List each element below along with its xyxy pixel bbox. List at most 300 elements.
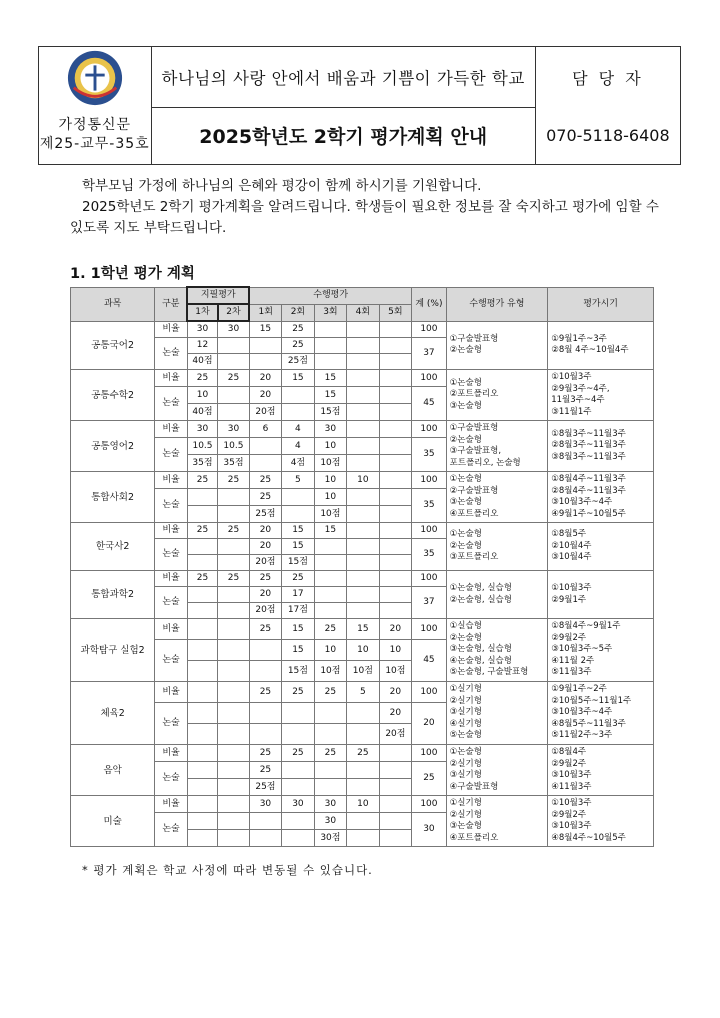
timing-item: ③10월3주~5주 bbox=[551, 644, 613, 655]
table-row bbox=[71, 619, 654, 640]
type-item: ②논술형 bbox=[449, 434, 482, 445]
essay-points bbox=[314, 555, 346, 571]
ratio-value bbox=[379, 421, 412, 438]
essay-value bbox=[379, 438, 412, 455]
essay-points bbox=[218, 724, 249, 745]
essay-points: 15점 bbox=[282, 555, 314, 571]
essay-points bbox=[218, 506, 249, 523]
type-item: ②실기형 bbox=[449, 695, 482, 706]
table-row bbox=[71, 421, 654, 438]
essay-value bbox=[282, 387, 314, 404]
essay-label: 논술 bbox=[155, 438, 187, 472]
essay-points bbox=[379, 455, 412, 472]
ratio-value: 100 bbox=[412, 796, 447, 813]
essay-value: 25 bbox=[282, 338, 314, 354]
essay-value bbox=[379, 387, 412, 404]
timing-item: ③8월3주~11월3주 bbox=[551, 451, 626, 462]
ratio-value bbox=[347, 370, 379, 387]
ratio-value: 25 bbox=[218, 370, 249, 387]
ratio-value: 100 bbox=[412, 619, 447, 640]
essay-points bbox=[282, 779, 314, 796]
type-item: ①논술형, 실습형 bbox=[449, 583, 512, 593]
essay-value bbox=[218, 703, 249, 724]
performance-types bbox=[446, 682, 548, 745]
ratio-value: 25 bbox=[187, 370, 217, 387]
ratio-value bbox=[379, 370, 412, 387]
essay-value: 10 bbox=[379, 640, 412, 661]
essay-points bbox=[249, 661, 281, 682]
essay-value bbox=[249, 438, 281, 455]
ratio-value: 100 bbox=[412, 321, 447, 338]
timing-item: ②9월2주 bbox=[551, 758, 587, 769]
essay-points bbox=[347, 354, 379, 370]
ratio-value: 25 bbox=[218, 472, 249, 489]
essay-points: 10점 bbox=[314, 661, 346, 682]
timing-item: ①9월1주~3주 bbox=[551, 333, 607, 344]
ratio-label: 비율 bbox=[155, 421, 187, 438]
essay-points: 15점 bbox=[282, 661, 314, 682]
essay-points: 15점 bbox=[314, 404, 346, 421]
essay-value bbox=[347, 387, 379, 404]
school-logo-icon bbox=[66, 49, 124, 107]
essay-points: 20점 bbox=[379, 724, 412, 745]
essay-points bbox=[282, 506, 314, 523]
timing-item: ②8월 4주~10월4주 bbox=[551, 345, 629, 356]
school-logo-cell bbox=[39, 47, 152, 108]
evaluation-timing bbox=[548, 421, 654, 472]
type-item: ②논술형 bbox=[449, 632, 482, 643]
timing-item: ④8월4주~10월5주 bbox=[551, 832, 626, 843]
essay-value bbox=[218, 387, 249, 404]
type-item: ①실기형 bbox=[449, 798, 482, 808]
essay-value bbox=[282, 762, 314, 779]
essay-value bbox=[282, 703, 314, 724]
essay-value bbox=[249, 813, 281, 830]
ratio-value: 25 bbox=[187, 571, 217, 587]
timing-item: ①10월3주 bbox=[551, 372, 592, 382]
ratio-value: 25 bbox=[187, 472, 217, 489]
ratio-value: 25 bbox=[314, 619, 346, 640]
ratio-value: 25 bbox=[314, 745, 346, 762]
header-performance: 수행평가 bbox=[249, 287, 411, 304]
essay-points: 25점 bbox=[249, 506, 281, 523]
ratio-value: 25 bbox=[282, 571, 314, 587]
header-p4: 4회 bbox=[347, 304, 379, 321]
ratio-value: 6 bbox=[249, 421, 281, 438]
type-item: ③논술형 bbox=[449, 400, 482, 411]
ratio-label: 비율 bbox=[155, 472, 187, 489]
essay-points: 25점 bbox=[249, 779, 281, 796]
table-row bbox=[71, 682, 654, 703]
type-item: ①실습형 bbox=[449, 621, 482, 632]
ratio-value: 25 bbox=[282, 745, 314, 762]
timing-item: ①8월4주 bbox=[551, 747, 587, 757]
subject-cell: 한국사2 bbox=[71, 523, 155, 571]
ratio-value: 20 bbox=[379, 682, 412, 703]
essay-value bbox=[314, 338, 346, 354]
type-item: ③실기형 bbox=[449, 770, 482, 780]
essay-value: 20 bbox=[249, 387, 281, 404]
timing-item: 11월3주~4주 bbox=[551, 395, 605, 405]
ratio-value bbox=[347, 421, 379, 438]
essay-label: 논술 bbox=[155, 813, 187, 847]
ratio-value bbox=[379, 523, 412, 539]
ratio-value: 25 bbox=[282, 682, 314, 703]
ratio-value: 100 bbox=[412, 370, 447, 387]
type-item: ①논술형 bbox=[449, 474, 482, 484]
essay-points bbox=[347, 506, 379, 523]
timing-item: ②10월4주 bbox=[551, 540, 592, 551]
timing-item: ②9월2주 bbox=[551, 632, 587, 643]
ratio-value: 10 bbox=[347, 472, 379, 489]
essay-points: 35점 bbox=[218, 455, 249, 472]
essay-value bbox=[218, 489, 249, 506]
evaluation-timing bbox=[548, 796, 654, 847]
subject-cell: 과학탐구 실험2 bbox=[71, 619, 155, 682]
essay-value: 10.5 bbox=[218, 438, 249, 455]
ratio-value: 25 bbox=[249, 745, 281, 762]
essay-value: 35 bbox=[412, 438, 447, 472]
ratio-value: 30 bbox=[218, 321, 249, 338]
ratio-value bbox=[347, 523, 379, 539]
essay-value bbox=[379, 587, 412, 603]
ratio-value: 15 bbox=[347, 619, 379, 640]
ratio-label: 비율 bbox=[155, 619, 187, 640]
essay-value: 20 bbox=[249, 539, 281, 555]
subject-cell: 미술 bbox=[71, 796, 155, 847]
header-p1: 1회 bbox=[249, 304, 281, 321]
type-item: ②실기형 bbox=[449, 809, 482, 820]
type-item: ②실기형 bbox=[449, 758, 482, 769]
type-item: ②포트폴리오 bbox=[449, 389, 499, 400]
essay-value bbox=[347, 438, 379, 455]
ratio-value: 30 bbox=[314, 796, 346, 813]
ratio-value bbox=[187, 745, 217, 762]
type-item: ①논술형 bbox=[449, 377, 482, 388]
ratio-value: 25 bbox=[218, 571, 249, 587]
evaluation-timing bbox=[548, 682, 654, 745]
essay-label: 논술 bbox=[155, 539, 187, 571]
subject-cell: 공통국어2 bbox=[71, 321, 155, 370]
type-item: ④포트폴리오 bbox=[449, 508, 499, 519]
essay-points bbox=[314, 354, 346, 370]
subject-cell: 공통수학2 bbox=[71, 370, 155, 421]
essay-points bbox=[347, 830, 379, 847]
essay-points bbox=[218, 661, 249, 682]
ratio-value: 30 bbox=[314, 421, 346, 438]
essay-points bbox=[314, 603, 346, 619]
ratio-value bbox=[314, 321, 346, 338]
timing-item: ④9월1주~10월5주 bbox=[551, 508, 626, 519]
table-row bbox=[71, 796, 654, 813]
essay-points bbox=[187, 603, 217, 619]
essay-value: 35 bbox=[412, 539, 447, 571]
ratio-value: 10 bbox=[347, 796, 379, 813]
subject-cell: 공통영어2 bbox=[71, 421, 155, 472]
ratio-value: 15 bbox=[314, 523, 346, 539]
essay-value bbox=[218, 338, 249, 354]
ratio-value bbox=[218, 682, 249, 703]
ratio-value bbox=[218, 745, 249, 762]
ratio-value: 100 bbox=[412, 745, 447, 762]
table-row bbox=[71, 472, 654, 489]
ratio-value: 15 bbox=[249, 321, 281, 338]
ratio-label: 비율 bbox=[155, 321, 187, 338]
ratio-value: 25 bbox=[249, 472, 281, 489]
essay-value bbox=[187, 489, 217, 506]
evaluation-timing bbox=[548, 321, 654, 370]
essay-points: 25점 bbox=[282, 354, 314, 370]
essay-value bbox=[379, 338, 412, 354]
timing-item: ①8월5주 bbox=[551, 529, 587, 540]
essay-value bbox=[187, 703, 217, 724]
timing-item: ①10월3주 bbox=[551, 583, 592, 593]
essay-value: 30 bbox=[314, 813, 346, 830]
type-item: ④실기형 bbox=[449, 718, 482, 729]
essay-value: 10 bbox=[347, 640, 379, 661]
ratio-value: 20 bbox=[379, 619, 412, 640]
ratio-value: 25 bbox=[282, 321, 314, 338]
essay-value: 20 bbox=[249, 587, 281, 603]
ratio-value: 100 bbox=[412, 571, 447, 587]
essay-value bbox=[187, 813, 217, 830]
essay-value: 15 bbox=[282, 539, 314, 555]
document-number: 제25-교무-35호 bbox=[39, 136, 150, 153]
performance-types bbox=[446, 421, 548, 472]
type-item: ③논술형 bbox=[449, 497, 482, 507]
essay-value: 35 bbox=[412, 489, 447, 523]
evaluation-timing bbox=[548, 619, 654, 682]
essay-points: 30점 bbox=[314, 830, 346, 847]
header-subject: 과목 bbox=[71, 287, 155, 321]
essay-value bbox=[249, 338, 281, 354]
type-item: ①논술형 bbox=[449, 747, 482, 757]
essay-value: 15 bbox=[282, 640, 314, 661]
essay-points bbox=[282, 724, 314, 745]
type-item: ①구술발표형 bbox=[449, 333, 499, 344]
essay-value bbox=[347, 587, 379, 603]
performance-types bbox=[446, 619, 548, 682]
ratio-value: 25 bbox=[249, 571, 281, 587]
header-timing: 평가시기 bbox=[548, 287, 654, 321]
timing-item: ①10월3주 bbox=[551, 798, 592, 808]
ratio-value: 25 bbox=[218, 523, 249, 539]
essay-value: 10 bbox=[314, 438, 346, 455]
essay-points: 10점 bbox=[379, 661, 412, 682]
ratio-value: 100 bbox=[412, 523, 447, 539]
header-p3: 3회 bbox=[314, 304, 346, 321]
essay-value bbox=[218, 587, 249, 603]
timing-item: ③10월3주~4주 bbox=[551, 707, 613, 718]
essay-points bbox=[282, 830, 314, 847]
essay-points bbox=[379, 830, 412, 847]
subject-cell: 통합과학2 bbox=[71, 571, 155, 619]
essay-value: 20 bbox=[412, 703, 447, 745]
essay-value bbox=[187, 640, 217, 661]
performance-types bbox=[446, 370, 548, 421]
type-item: ③논술형 bbox=[449, 821, 482, 831]
ratio-label: 비율 bbox=[155, 370, 187, 387]
essay-points bbox=[379, 555, 412, 571]
type-item: ①구술발표형 bbox=[449, 423, 499, 433]
type-item: ③실기형 bbox=[449, 707, 482, 718]
ratio-value: 100 bbox=[412, 472, 447, 489]
essay-value: 37 bbox=[412, 587, 447, 619]
type-item: ③구술발표형, bbox=[449, 446, 502, 456]
section-title: 1. 1학년 평가 계획 bbox=[70, 266, 195, 282]
timing-item: ⑤11월2주~3주 bbox=[551, 730, 613, 741]
essay-value bbox=[218, 813, 249, 830]
contact-phone: 070-5118-6408 bbox=[535, 107, 680, 164]
ratio-value: 100 bbox=[412, 421, 447, 438]
ratio-value bbox=[379, 321, 412, 338]
essay-points: 10점 bbox=[314, 506, 346, 523]
essay-value: 25 bbox=[412, 762, 447, 796]
essay-points bbox=[379, 603, 412, 619]
ratio-value bbox=[187, 682, 217, 703]
essay-value: 12 bbox=[187, 338, 217, 354]
ratio-value: 15 bbox=[314, 370, 346, 387]
essay-value bbox=[314, 587, 346, 603]
essay-value bbox=[379, 762, 412, 779]
essay-points: 17점 bbox=[282, 603, 314, 619]
essay-value bbox=[314, 539, 346, 555]
timing-item: ③10월3주~4주 bbox=[551, 497, 613, 507]
performance-types bbox=[446, 571, 548, 619]
timing-item: ⑤11월3주 bbox=[551, 667, 592, 678]
essay-value bbox=[379, 489, 412, 506]
timing-item: ①8월4주~11월3주 bbox=[551, 474, 626, 484]
timing-item: ③10월4주 bbox=[551, 552, 592, 563]
essay-value: 20 bbox=[379, 703, 412, 724]
essay-value bbox=[187, 587, 217, 603]
header-table bbox=[38, 46, 681, 165]
evaluation-timing bbox=[548, 472, 654, 523]
ratio-value: 15 bbox=[282, 619, 314, 640]
type-item: ④포트폴리오 bbox=[449, 832, 499, 843]
essay-value bbox=[314, 703, 346, 724]
footnote: * 평가 계획은 학교 사정에 따라 변동될 수 있습니다. bbox=[82, 863, 373, 877]
essay-value bbox=[347, 489, 379, 506]
header-p2: 2회 bbox=[282, 304, 314, 321]
header-category: 구분 bbox=[155, 287, 187, 321]
essay-points: 20점 bbox=[249, 603, 281, 619]
ratio-label: 비율 bbox=[155, 523, 187, 539]
table-row bbox=[71, 745, 654, 762]
essay-points: 10점 bbox=[314, 455, 346, 472]
essay-points bbox=[187, 779, 217, 796]
evaluation-timing bbox=[548, 571, 654, 619]
header-type: 수행평가 유형 bbox=[446, 287, 548, 321]
essay-points bbox=[249, 354, 281, 370]
ratio-value bbox=[379, 472, 412, 489]
ratio-value bbox=[314, 571, 346, 587]
ratio-value: 30 bbox=[187, 421, 217, 438]
type-item: ④논술형, 실습형 bbox=[449, 655, 512, 666]
ratio-value: 20 bbox=[249, 523, 281, 539]
essay-value bbox=[218, 539, 249, 555]
table-row bbox=[71, 523, 654, 539]
timing-item: ②8월4주~11월3주 bbox=[551, 485, 626, 496]
newsletter-info bbox=[39, 107, 152, 164]
essay-label: 논술 bbox=[155, 587, 187, 619]
essay-points bbox=[187, 555, 217, 571]
essay-points bbox=[218, 603, 249, 619]
performance-types bbox=[446, 321, 548, 370]
table-body bbox=[71, 321, 654, 847]
intro-line-2: 2025학년도 2학기 평가계획을 알려드립니다. 학생들이 필요한 정보를 잘 숙지하고 평가에 임할 수 있도록 지도 부탁드립니다. bbox=[70, 199, 659, 236]
header-written: 지필평가 bbox=[187, 287, 249, 304]
essay-points: 40점 bbox=[187, 404, 217, 421]
ratio-value bbox=[379, 745, 412, 762]
type-item: 포트폴리오, 논술형 bbox=[449, 457, 521, 468]
essay-points bbox=[187, 830, 217, 847]
ratio-value: 5 bbox=[282, 472, 314, 489]
ratio-value bbox=[347, 321, 379, 338]
essay-value: 37 bbox=[412, 338, 447, 370]
timing-item: ②10월5주~11월1주 bbox=[551, 695, 632, 706]
ratio-value bbox=[218, 619, 249, 640]
essay-value bbox=[314, 762, 346, 779]
essay-points bbox=[379, 506, 412, 523]
ratio-value: 30 bbox=[187, 321, 217, 338]
timing-item: ②9월1주 bbox=[551, 594, 587, 605]
essay-points bbox=[187, 724, 217, 745]
ratio-value: 25 bbox=[249, 682, 281, 703]
ratio-value: 20 bbox=[249, 370, 281, 387]
essay-label: 논술 bbox=[155, 640, 187, 682]
contact-label: 담 당 자 bbox=[535, 47, 680, 108]
essay-value: 25 bbox=[249, 762, 281, 779]
evaluation-table bbox=[70, 286, 654, 847]
document-title: 2025학년도 2학기 평가계획 안내 bbox=[151, 107, 535, 164]
type-item: ③포트폴리오 bbox=[449, 552, 499, 563]
essay-points bbox=[249, 830, 281, 847]
essay-points bbox=[347, 555, 379, 571]
ratio-value bbox=[379, 796, 412, 813]
essay-points bbox=[314, 779, 346, 796]
essay-value bbox=[379, 539, 412, 555]
timing-item: ②9월3주~4주, bbox=[551, 383, 610, 394]
essay-value: 30 bbox=[412, 813, 447, 847]
essay-value: 45 bbox=[412, 387, 447, 421]
essay-points: 20점 bbox=[249, 555, 281, 571]
newsletter-label: 가정통신문 bbox=[58, 117, 132, 134]
type-item: ③논술형, 실습형 bbox=[449, 644, 512, 655]
essay-points bbox=[379, 354, 412, 370]
essay-value bbox=[187, 539, 217, 555]
ratio-value bbox=[347, 571, 379, 587]
ratio-value: 100 bbox=[412, 682, 447, 703]
essay-points: 35점 bbox=[187, 455, 217, 472]
ratio-label: 비율 bbox=[155, 682, 187, 703]
ratio-value: 15 bbox=[282, 370, 314, 387]
ratio-label: 비율 bbox=[155, 745, 187, 762]
ratio-label: 비율 bbox=[155, 796, 187, 813]
essay-points bbox=[347, 724, 379, 745]
essay-value: 10 bbox=[187, 387, 217, 404]
essay-points bbox=[282, 404, 314, 421]
type-item: ⑤논술형 bbox=[449, 730, 482, 741]
type-item: ⑤논술형, 구술발표형 bbox=[449, 667, 529, 678]
essay-points bbox=[249, 455, 281, 472]
essay-value bbox=[218, 762, 249, 779]
ratio-value bbox=[187, 796, 217, 813]
essay-value bbox=[249, 703, 281, 724]
essay-value: 45 bbox=[412, 640, 447, 682]
table-row bbox=[71, 321, 654, 338]
timing-item: ④8월5주~11월3주 bbox=[551, 718, 626, 729]
